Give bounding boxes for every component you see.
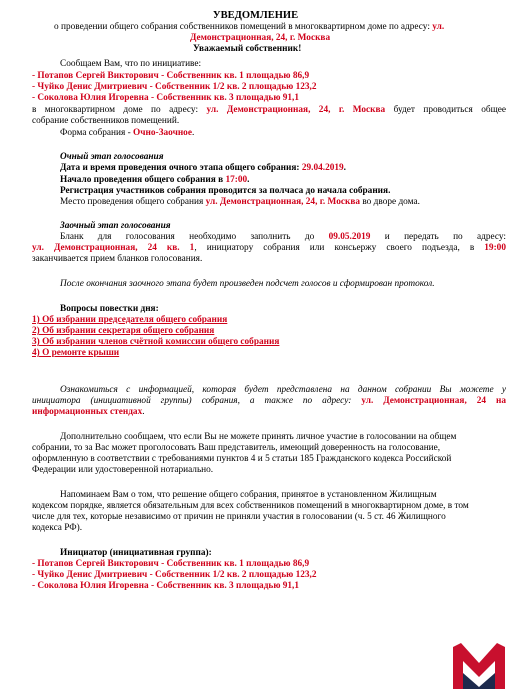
after-zaochny-note: После окончания заочного этапа будет произведен подсчет голосов и сформирован протокол.: [60, 279, 435, 289]
zaochny-mid-text: , инициатору собрания или консьержу своего подъезда, в: [194, 243, 475, 253]
ochny-date-dot: .: [343, 163, 346, 173]
ochny-place-label: Место проведения общего собрания: [60, 197, 204, 207]
m-logo-red-part: [453, 643, 505, 689]
house-line: [32, 105, 506, 116]
ochny-registration: Регистрация участников собрания проводится за полчаса до начала собрания.: [60, 186, 391, 196]
info-line-3: [32, 407, 145, 418]
greeting: Уважаемый собственник!: [193, 44, 302, 54]
initiator-group-item: - Потапов Сергей Викторович - Собственник кв. 1 площадью 86,9: [32, 559, 310, 569]
zaochny-time: 19:00: [484, 243, 506, 253]
initiator-item: - Чуйко Денис Дмитриевич - Собственник 1/2 кв. 2 площадью 123,2: [32, 82, 317, 92]
agenda-item: 4) О ремонте крыши: [32, 348, 120, 358]
ochny-heading: Очный этап голосования: [60, 152, 164, 162]
info-stands: информационных стендах: [32, 407, 143, 417]
intro-text: Сообщаем Вам, что по инициативе:: [60, 59, 202, 69]
house-text: в многоквартирном доме по адресу:: [32, 105, 199, 115]
paragraph-proxy-line: собрании, то за Вас может проголосовать Ваш представитель, имеющий доверенность на голосование,: [32, 443, 441, 453]
zaochny-line-1: [60, 232, 506, 243]
info-dot: .: [142, 407, 145, 417]
zaochny-line-2: [32, 243, 506, 254]
ochny-start-dot: .: [247, 175, 250, 185]
info-line-1: Ознакомиться с информацией, которая будет представлена на данном собрании Вы можете у: [60, 385, 506, 395]
paragraph-reminder-line: числе для тех, которые независимо от причин не приняли участия в голосовании (ч. 5 ст. 46 Жилищного: [32, 512, 446, 522]
info-line-2: [32, 396, 506, 407]
ochny-date-line: [60, 163, 346, 174]
agenda-item: 2) Об избрании секретаря общего собрания: [32, 326, 215, 336]
ochny-date-value: 29.04.2019: [301, 163, 344, 173]
meeting-form-value: Очно-Заочное: [133, 128, 192, 138]
initiator-item: - Соколова Юлия Игоревна - Собственник кв. 3 площадью 91,1: [32, 93, 300, 103]
paragraph-proxy-line: Дополнительно сообщаем, что если Вы не можете принять личное участие в голосовании на общем: [60, 432, 457, 442]
initiator-group-item: - Соколова Юлия Игоревна - Собственник кв. 3 площадью 91,1: [32, 581, 300, 591]
meeting-form-label: Форма собрания -: [60, 128, 131, 138]
initiator-group-item: - Чуйко Денис Дмитриевич - Собственник 1/2 кв. 2 площадью 123,2: [32, 570, 317, 580]
ochny-start-line: [60, 175, 249, 186]
paragraph-reminder-line: кодекса РФ).: [32, 523, 83, 533]
paragraph-reminder-line: кодексом порядке, является обязательным для всех собственников помещений в многоквартирном доме, в том: [32, 501, 469, 511]
subtitle-address-part1: ул.: [432, 22, 445, 32]
m-logo-icon: [453, 643, 505, 689]
ochny-place-value: ул. Демонстрационная, 24, г. Москва: [205, 197, 361, 207]
house-address: ул. Демонстрационная, 24, г. Москва: [206, 105, 386, 115]
agenda-heading: Вопросы повестки дня:: [60, 304, 159, 314]
paragraph-proxy-line: оформленную в соответствии с требованиями пунктов 4 и 5 статьи 185 Гражданского кодекса Российской: [32, 454, 452, 464]
initiator-group-heading: Инициатор (инициативная группа):: [60, 548, 212, 558]
zaochny-heading: Заочный этап голосования: [60, 221, 171, 231]
zaochny-text: Бланк для голосования необходимо заполнить до: [60, 232, 315, 242]
subtitle-address-part2: Демонстрационная, 24, г. Москва: [190, 33, 331, 43]
zaochny-address: ул. Демонстрационная, 24 кв. 1: [32, 243, 195, 253]
info-address: ул. Демонстрационная, 24 на: [361, 396, 506, 406]
ochny-place-post: во дворе дома.: [362, 197, 420, 207]
paragraph-reminder-line: Напоминаем Вам о том, что решение общего собрания, принятое в установленном Жилищным: [60, 490, 437, 500]
subtitle-line: [54, 22, 444, 33]
paragraph-proxy-line: Федерации или удостоверенной нотариально.: [32, 465, 214, 475]
zaochny-line-3: заканчивается прием бланков голосования.: [32, 254, 203, 264]
zaochny-text-end: и передать по адресу:: [384, 232, 506, 242]
initiator-item: - Потапов Сергей Викторович - Собственник кв. 1 площадью 86,9: [32, 71, 310, 81]
ochny-date-label: Дата и время проведения очного этапа общего собрания:: [60, 163, 300, 173]
document-title: УВЕДОМЛЕНИЕ: [212, 10, 299, 21]
agenda-item: 3) Об избрании членов счётной комиссии общего собрания: [32, 337, 280, 347]
ochny-start-value: 17:00: [225, 175, 248, 185]
agenda-item: 1) Об избрании председателя общего собрания: [32, 315, 228, 325]
meeting-form-line: [60, 128, 194, 139]
meeting-form-dot: .: [191, 128, 195, 138]
zaochny-deadline-date: 09.05.2019: [328, 232, 371, 242]
ochny-place-line: [60, 197, 420, 208]
info-text: инициатора (инициативной группы) собрания, а также по адресу:: [32, 396, 352, 406]
ochny-start-label: Начало проведения общего собрания в: [60, 175, 224, 185]
house-line-2: собрание собственников помещений.: [32, 116, 180, 126]
subtitle-text: о проведении общего собрания собственников помещений в многоквартирном доме по адресу:: [54, 22, 430, 32]
house-text-end: будет проводиться общее: [393, 105, 507, 115]
